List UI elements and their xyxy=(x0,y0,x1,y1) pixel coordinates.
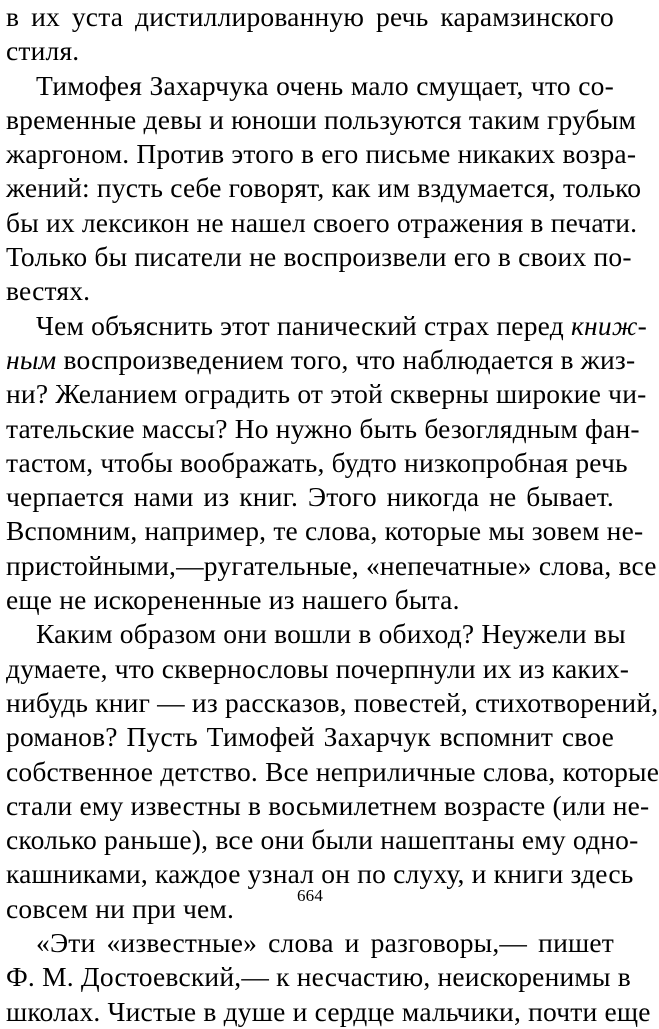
text-line: временные девы и юноши пользуются таким грубым xyxy=(6,103,637,135)
text-line: вестях. xyxy=(6,275,91,307)
text-line: Только бы писатели не воспроизвели его в своих по- xyxy=(6,241,632,273)
text-line: пристойными,—ругательные, «непечатные» слова, все xyxy=(6,549,657,581)
text-body xyxy=(6,0,659,1029)
paragraph xyxy=(6,926,651,1029)
text-line: еще не искорененные из нашего быта. xyxy=(6,584,460,616)
italic-emphasis: ным xyxy=(6,343,57,375)
paragraph xyxy=(6,0,614,69)
book-page xyxy=(6,0,659,1027)
paragraph xyxy=(6,309,657,618)
text-line: романов? Пусть Тимофей Захарчук вспомнит свое xyxy=(6,721,614,753)
text-line: кашниками, каждое узнал он по слуху, и книги здесь xyxy=(6,858,634,890)
text-line: собственное детство. Все неприличные слова, которые xyxy=(6,755,659,787)
text-line: стиля. xyxy=(6,35,80,67)
text-line: бы их лексикон не нашел своего отражения в печати. xyxy=(6,206,638,238)
italic-emphasis: книж- xyxy=(570,309,647,341)
text-line: жаргоном. Против этого в его письме никаких возра- xyxy=(6,138,637,170)
text-line: Тимофея Захарчука очень мало смущает, что со- xyxy=(36,69,614,101)
text-line: тательские массы? Но нужно быть безоглядным фан- xyxy=(6,412,640,444)
text-line: Каким образом они вошли в обиход? Неужели вы xyxy=(36,618,626,650)
text-segment: воспроизведением того, что наблюдается в жиз- xyxy=(56,343,636,375)
text-line: тастом, чтобы воображать, будто низкопробная речь xyxy=(6,446,628,478)
text-line: жений: пусть себе говорят, как им вздумается, только xyxy=(6,172,642,204)
text-line: сколько раньше), все они были нашептаны ему одно- xyxy=(6,824,639,856)
paragraph xyxy=(6,69,642,309)
text-line: черпается нами из книг. Этого никогда не бывает. xyxy=(6,481,614,513)
text-line xyxy=(6,309,647,343)
text-line: нибудь книг — из рассказов, повестей, стихотворений, xyxy=(6,686,659,718)
paragraph xyxy=(6,617,659,926)
text-segment: Чем объяснить этот панический страх перед xyxy=(36,309,571,341)
text-line: ни? Желанием оградить от этой скверны широкие чи- xyxy=(6,378,647,410)
page-number: 664 xyxy=(296,886,324,905)
text-line: Ф. М. Достоевский,— к несчастию, неискоренимы в xyxy=(6,961,631,993)
text-line: Вспомним, например, те слова, которые мы зовем не- xyxy=(6,515,644,547)
text-line: в их уста дистиллированную речь карамзинского xyxy=(6,1,614,32)
text-line xyxy=(6,343,636,377)
text-line: «Эти «известные» слова и разговоры,— пишет xyxy=(36,927,614,959)
text-line: стали ему известны в восьмилетнем возрасте (или не- xyxy=(6,789,650,821)
text-line: думаете, что сквернословы почерпнули их из каких- xyxy=(6,652,630,684)
text-line: совсем ни при чем. xyxy=(6,892,235,924)
text-line: школах. Чистые в душе и сердце мальчики, почти еще xyxy=(6,995,651,1027)
